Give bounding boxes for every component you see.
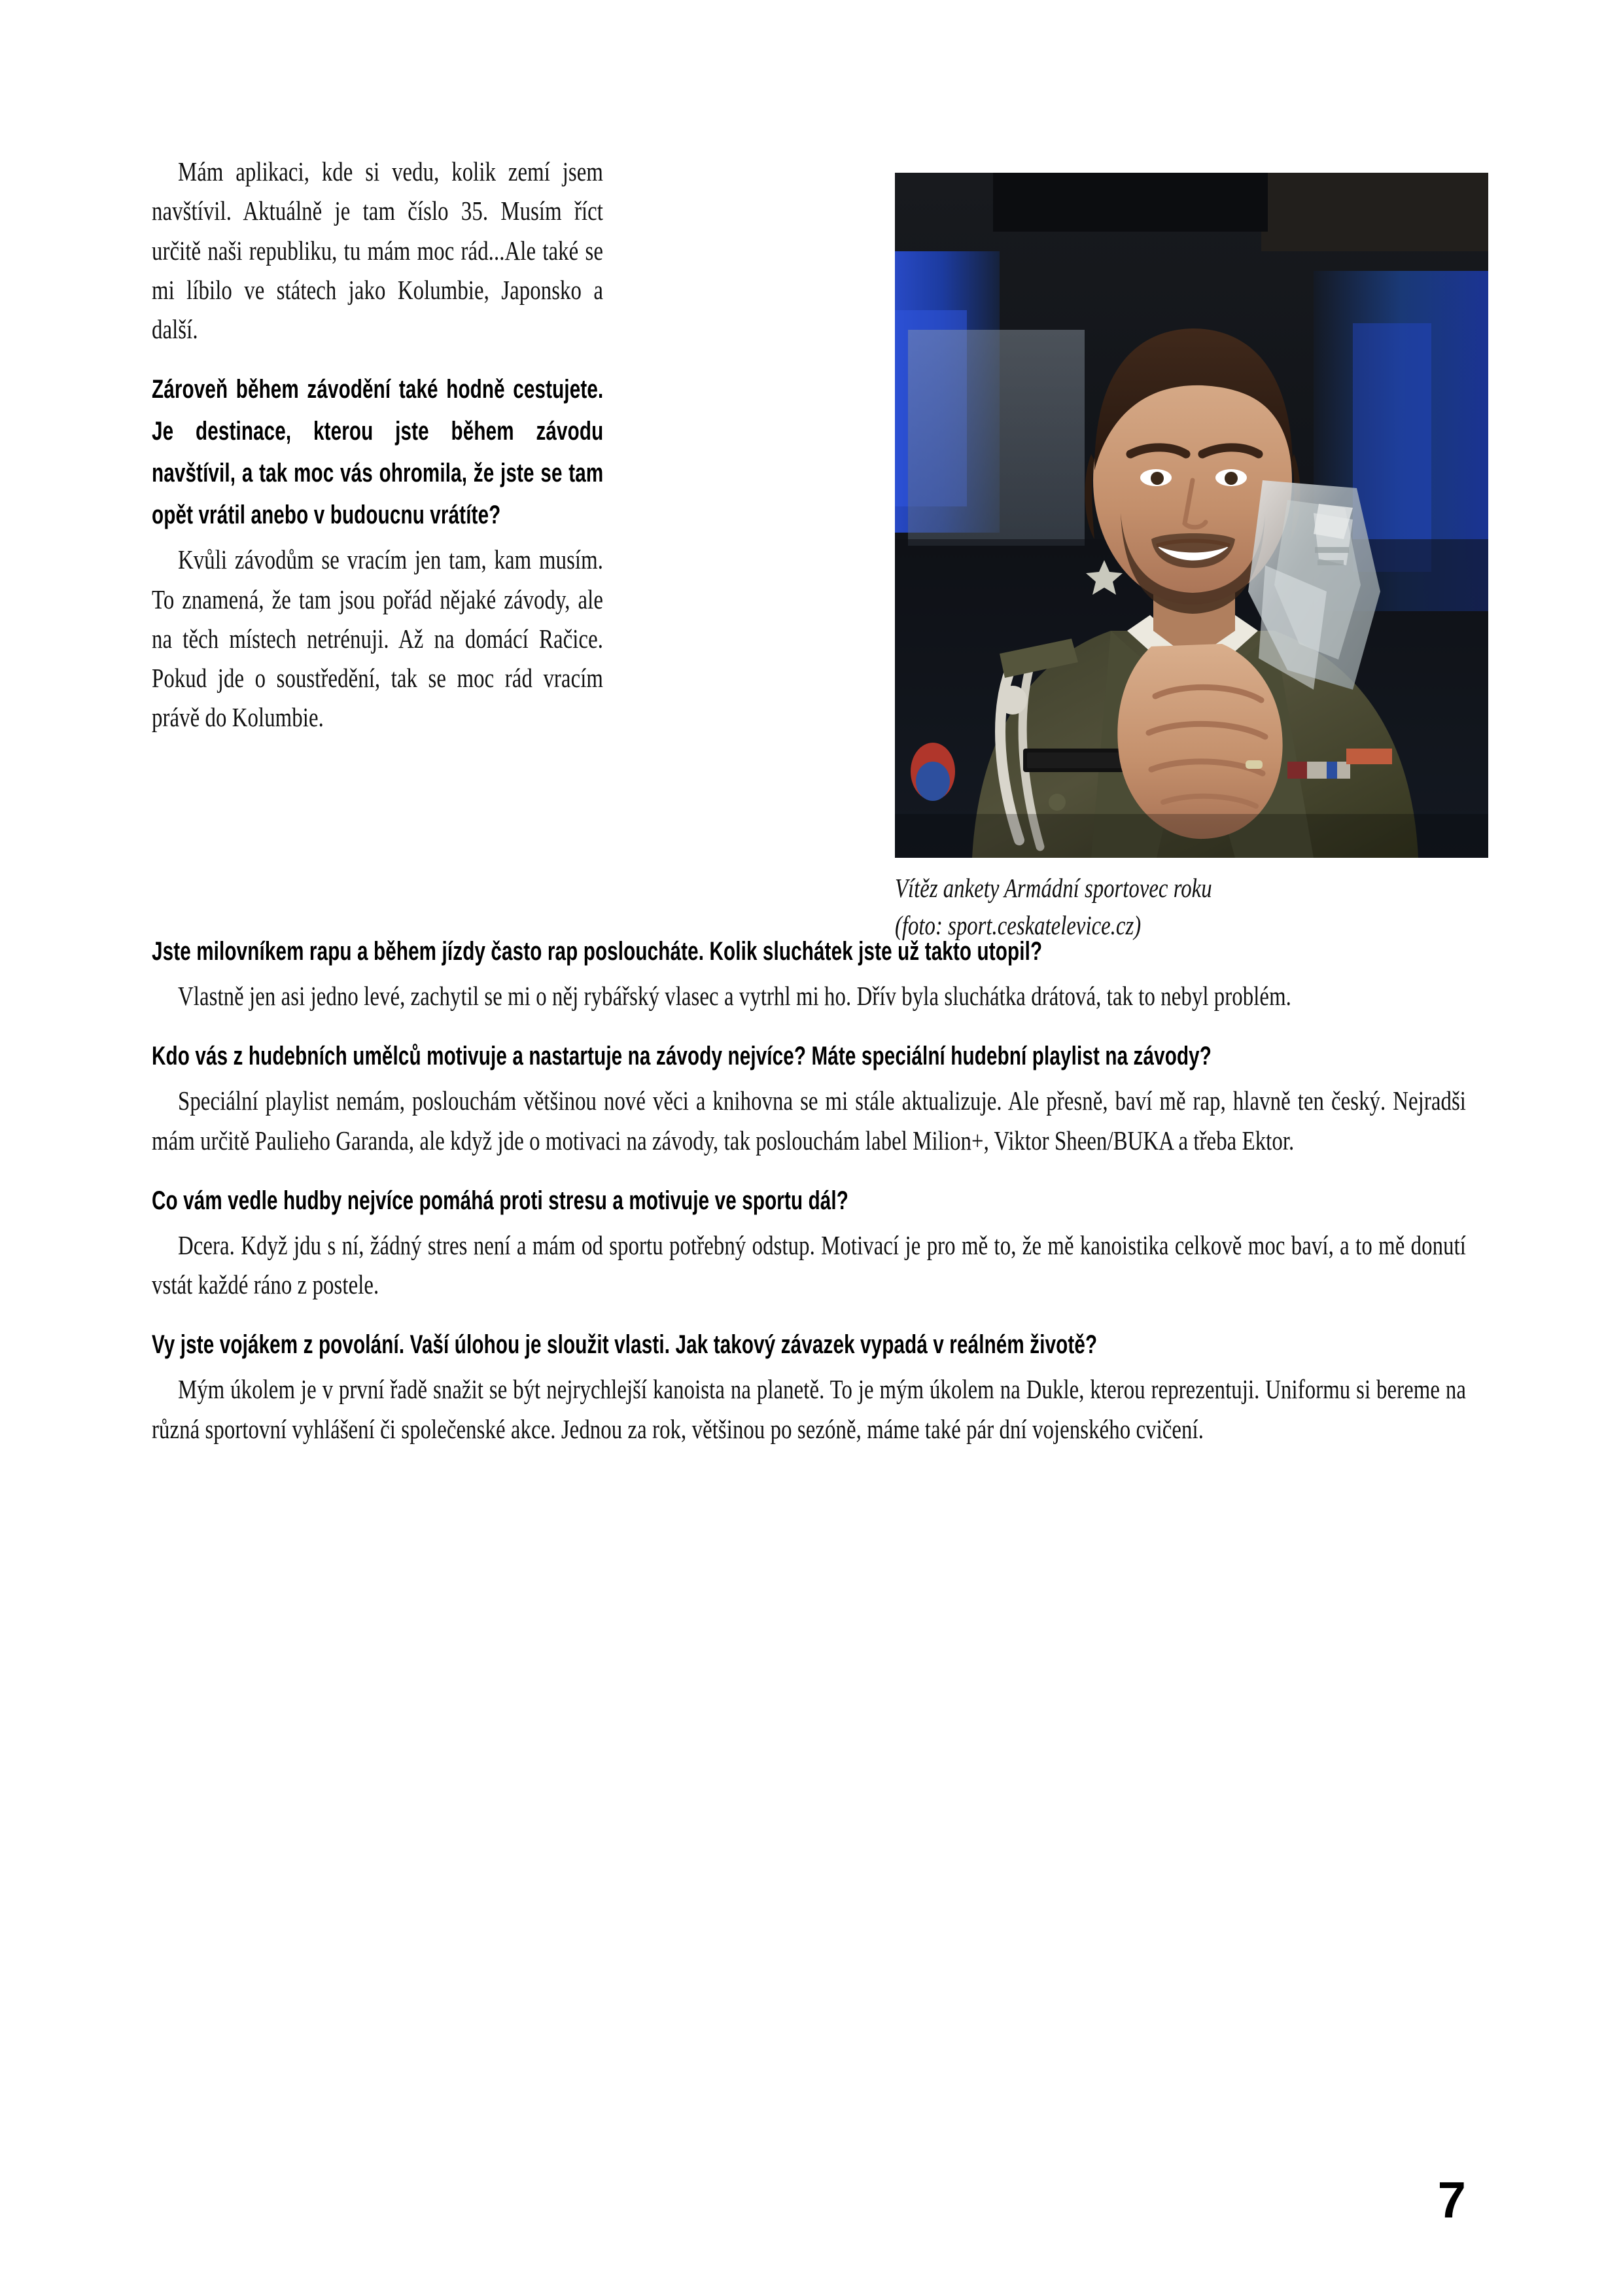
top-region (152, 152, 1466, 940)
question-heading-3: Kdo vás z hudebních umělců motivuje a nastartuje na závody nejvíce? Máte speciální hudební playlist na závody? (152, 1042, 1212, 1071)
question-heading-2: Jste milovníkem rapu a během jízdy často rap posloucháte. Kolik sluchátek jste už takto utopil? (152, 937, 1043, 966)
answer-paragraph-3: Speciální playlist nemám, poslouchám většinou nové věci a knihovna se mi stále aktualizuje. Ale přesně, baví mě rap, hlavně ten český. Nejradši mám určitě Paulieho Garanda, ale když jde o motivaci na závody, tak poslouchám label Milion+, Viktor Sheen/BUKA a třeba Ektor. (152, 1086, 1466, 1156)
answer-paragraph-5: Mým úkolem je v první řadě snažit se být nejrychlejší kanoista na planetě. To je mým úkolem na Dukle, kterou reprezentuji. Uniformu si bereme na různá sportovní vyhlášení či společenské akce. Jednou za rok, většinou po sezóně, máme také pár dní vojenského cvičení. (152, 1374, 1466, 1444)
question-heading-1: Zároveň během závodění také hodně cestujete. Je destinace, kterou jste během závodu navštívil, a tak moc vás ohromila, že jste se tam opět vrátil anebo v budoucnu vrátíte? (152, 375, 604, 530)
athlete-photo (895, 173, 1488, 858)
intro-paragraph: Mám aplikaci, kde si vedu, kolik zemí jsem navštívil. Aktuálně je tam číslo 35. Musím říct určitě naši republiku, tu mám moc rád...Ale také se mi líbilo ve státech jako Kolumbie, Japonsko a další. (152, 156, 603, 345)
figure-caption-line-2: (foto: sport.ceskatelevice.cz) (895, 910, 1142, 940)
page-number: 7 (1437, 2171, 1466, 2229)
figure-caption-line-1: Vítěz ankety Armádní sportovec roku (895, 873, 1212, 903)
main-text-flow (152, 930, 1466, 1449)
answer-paragraph-1: Kvůli závodům se vracím jen tam, kam musím. To znamená, že tam jsou pořád nějaké závody, ale na těch místech netrénuji. Až na domácí Račice. Pokud jde o soustředění, tak se moc rád vracím právě do Kolumbie. (152, 544, 603, 733)
answer-paragraph-4: Dcera. Když jdu s ní, žádný stres není a mám od sportu potřebný odstup. Motivací je pro mě to, že mě kanoistika celkově moc baví, a to mě donutí vstát každé ráno z postele. (152, 1229, 1466, 1300)
question-heading-4: Co vám vedle hudby nejvíce pomáhá proti stresu a motivuje ve sportu dál? (152, 1186, 849, 1215)
athlete-photo-graphic (895, 173, 1488, 858)
question-heading-5: Vy jste vojákem z povolání. Vaší úlohou je sloužit vlasti. Jak takový závazek vypadá v reálném životě? (152, 1330, 1098, 1360)
answer-paragraph-2: Vlastně jen asi jedno levé, zachytil se mi o něj rybářský vlasec a vytrhl mi ho. Dřív byla sluchátka drátová, tak to nebyl problém. (178, 981, 1291, 1011)
article-figure (895, 173, 1488, 944)
left-text-column (152, 152, 603, 737)
